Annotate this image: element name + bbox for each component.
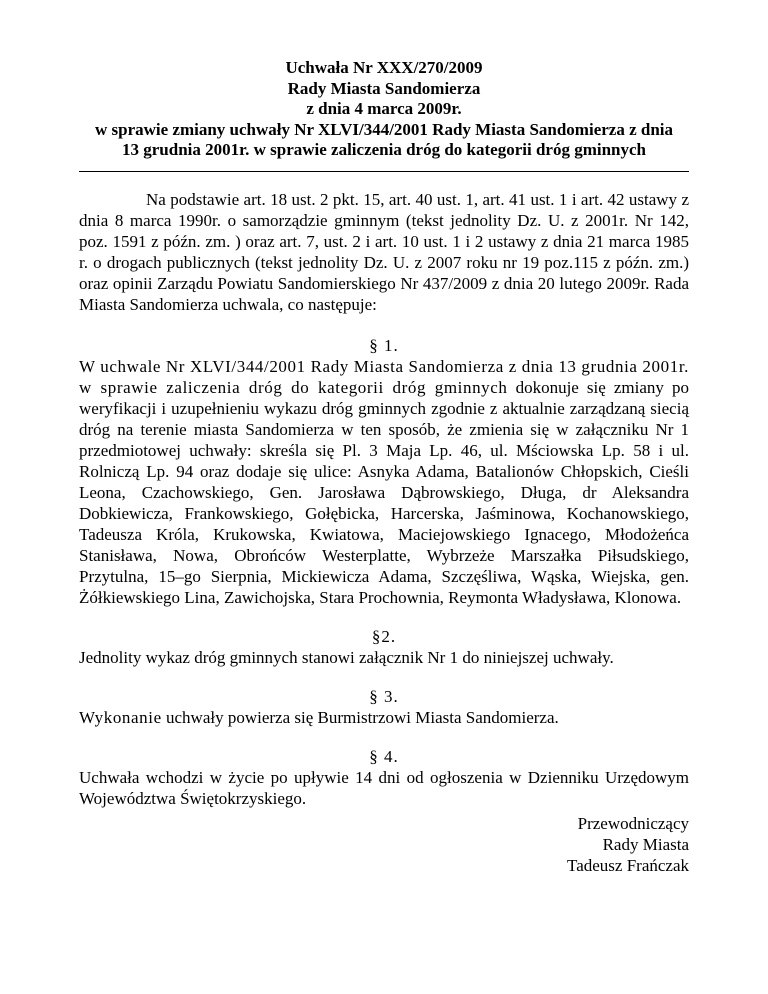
section-1-text — [79, 356, 689, 608]
signature-name: Tadeusz Frańczak — [567, 855, 689, 875]
section-3-lead: Wykonanie — [79, 707, 162, 727]
section-4-text — [79, 767, 689, 809]
section-2-body: Jednolity wykaz dróg gminnych stanowi załącznik Nr 1 do niniejszej uchwały. — [79, 647, 614, 667]
resolution-title — [79, 58, 689, 161]
section-4-body: Uchwała wchodzi w życie po upływie 14 dni od ogłoszenia w Dzienniku Urzędowym Województwa Świętokrzyskiego. — [79, 767, 689, 808]
section-1-mark: § 1. — [369, 335, 399, 355]
title-line-subject-1: w sprawie zmiany uchwały Nr XLVI/344/2001 Rady Miasta Sandomierza z dnia — [94, 119, 674, 139]
signature-role: Przewodniczący — [577, 813, 689, 833]
signature-block — [79, 813, 689, 876]
title-line-subject-2: 13 grudnia 2001r. w sprawie zaliczenia dróg do kategorii dróg gminnych — [121, 140, 646, 159]
section-3-body: uchwały powierza się Burmistrzowi Miasta Sandomierza. — [161, 707, 559, 727]
preamble-paragraph: Na podstawie art. 18 ust. 2 pkt. 15, art. 40 ust. 1, art. 41 ust. 1 i art. 42 ustawy z dnia 8 marca 1990r. o samorządzie gminnym (tekst jednolity Dz. U. z 2001r. Nr 142, poz. 1591 z późn. zm. ) oraz art. 7, ust. 2 i art. 10 ust. 1 i 2 ustawy z dnia 21 marca 1985 r. o drogach publicznych (tekst jednolity Dz. U. z 2007 roku nr 19 poz.115 z późn. zm.) oraz opinii Zarządu Powiatu Sandomierskiego Nr 437/2009 z dnia 20 lutego 2009r. Rada Miasta Sandomierza uchwala, co następuje: — [79, 189, 689, 314]
section-3-text — [79, 707, 689, 728]
title-divider — [79, 171, 689, 172]
section-3-mark: § 3. — [369, 686, 399, 706]
section-4-mark: § 4. — [369, 746, 399, 766]
section-1-lead: W uchwale Nr XLVI/344/2001 Rady Miasta Sandomierza z dnia 13 grudnia 2001r. w sprawie zaliczenia dróg do kategorii dróg gminnych — [79, 356, 689, 397]
section-2-mark: §2. — [371, 626, 397, 646]
signature-body: Rady Miasta — [602, 834, 689, 854]
section-2-text — [79, 647, 689, 668]
title-line-council: Rady Miasta Sandomierza — [287, 78, 481, 98]
title-line-date: z dnia 4 marca 2009r. — [306, 99, 462, 118]
title-line-number: Uchwała Nr XXX/270/2009 — [285, 58, 483, 77]
section-1-body: dokonuje się zmiany po weryfikacji i uzupełnieniu wykazu dróg gminnych zgodnie z aktualnie zarządzaną siecią dróg na terenie miasta Sandomierza w ten sposób, że zmienia się w załączniku Nr 1 przedmiotowej uchwały: skreśla się Pl. 3 Maja Lp. 46, ul. Mściowska Lp. 58 i ul. Rolniczą Lp. 94 oraz dodaje się ulice: Asnyka Adama, Batalionów Chłopskich, Cieśli Leona, Czachowskiego, Gen. Jarosława Dąbrowskiego, Długa, dr Aleksandra Dobkiewicza, Frankowskiego, Gołębicka, Harcerska, Jaśminowa, Kochanowskiego, Tadeusza Króla, Krukowska, Kwiatowa, Maciejowskiego Ignacego, Młodożeńca Stanisława, Nowa, Obrońców Westerplatte, Wybrzeże Marszałka Piłsudskiego, Przytulna, 15–go Sierpnia, Mickiewicza Adama, Szczęśliwa, Wąska, Wiejska, gen. Żółkiewskiego Lina, Zawichojska, Stara Prochownia, Reymonta Władysława, Klonowa. — [79, 377, 689, 607]
